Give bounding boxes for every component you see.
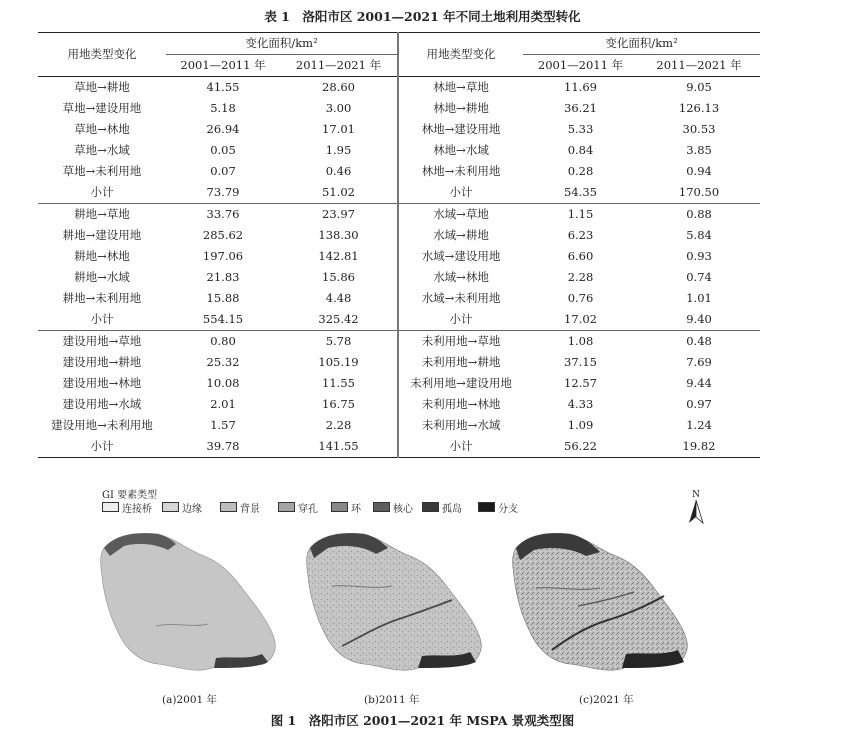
cell-value-2001-2011-right: 1.09 [567, 418, 594, 432]
cell-value-2001-2011-right: 11.69 [564, 80, 597, 94]
legend-item [373, 501, 413, 513]
cell-value-2011-2021-right: 0.97 [686, 397, 712, 411]
legend-label: 孤岛 [442, 503, 462, 515]
cell-type-left: 草地→耕地 [74, 80, 130, 94]
table-row [38, 394, 760, 415]
cell-value-2011-2021-right: 1.01 [686, 291, 712, 305]
legend-swatch [220, 502, 237, 512]
header-period2-right: 2011—2021 年 [638, 55, 760, 77]
cell-value-2001-2011-right: 0.84 [567, 143, 594, 157]
caption-c: (c)2021 年 [579, 694, 634, 706]
cell-value-2011-2021-right: 5.84 [686, 228, 712, 242]
cell-type-left: 耕地→草地 [74, 207, 130, 221]
caption-b: (b)2011 年 [364, 694, 420, 706]
cell-value-2001-2011-right: 6.60 [567, 249, 594, 263]
table-row [38, 140, 760, 161]
table-row [38, 119, 760, 140]
map-2011 [307, 533, 482, 670]
cell-type-left: 建设用地→草地 [62, 334, 142, 348]
cell-value-2011-2021-right: 9.44 [686, 376, 712, 390]
legend-label: 核心 [393, 503, 413, 515]
map-2001 [101, 533, 276, 670]
cell-value-2011-2021-left: 0.46 [325, 164, 352, 178]
cell-value-2001-2011-left: 197.06 [202, 249, 244, 263]
cell-value-2011-2021-right: 0.74 [686, 270, 712, 284]
legend-swatch [331, 502, 348, 512]
legend-label: 分支 [498, 503, 518, 515]
cell-type-right: 未利用地→水域 [398, 415, 523, 436]
cell-type-right: 小计 [398, 309, 523, 331]
cell-value-2011-2021-left: 142.81 [318, 249, 359, 263]
cell-value-2011-2021-right: 3.85 [686, 143, 712, 157]
cell-value-2001-2011-right: 56.22 [523, 436, 638, 458]
table-row [38, 98, 760, 119]
cell-value-2011-2021-left: 1.95 [325, 143, 352, 157]
legend-label: 连接桥 [122, 503, 152, 515]
cell-value-2001-2011-left: 41.55 [206, 80, 240, 94]
cell-type-left: 建设用地→林地 [62, 376, 142, 390]
legend-swatch [373, 502, 390, 512]
cell-value-2001-2011-left: 21.83 [206, 270, 240, 284]
legend-swatch [162, 502, 179, 512]
table-row [38, 415, 760, 436]
header-period2-left: 2011—2021 年 [280, 55, 398, 77]
cell-value-2001-2011-left: 2.01 [210, 397, 236, 411]
cell-value-2011-2021-left: 2.28 [325, 418, 352, 432]
table-row [38, 204, 760, 226]
cell-value-2001-2011-left: 0.07 [210, 164, 236, 178]
legend-swatch [422, 502, 439, 512]
cell-value-2011-2021-right: 9.05 [686, 80, 712, 94]
cell-type-right: 林地→建设用地 [398, 119, 523, 140]
table-row [38, 77, 760, 99]
cell-value-2001-2011-right: 0.28 [567, 164, 594, 178]
cell-value-2001-2011-right: 5.33 [567, 122, 594, 136]
legend-item [331, 501, 361, 513]
table-row [38, 246, 760, 267]
cell-type-left: 建设用地→耕地 [62, 355, 142, 369]
cell-value-2001-2011-right: 54.35 [523, 182, 638, 204]
table-row [38, 436, 760, 458]
cell-type-left: 建设用地→水域 [62, 397, 142, 411]
cell-value-2011-2021-left: 17.01 [322, 122, 355, 136]
cell-value-2011-2021-left: 4.48 [325, 291, 352, 305]
cell-value-2001-2011-left: 39.78 [166, 436, 280, 458]
cell-value-2011-2021-left: 325.42 [280, 309, 398, 331]
cell-value-2001-2011-right: 1.15 [567, 207, 594, 221]
header-period1-left: 2001—2011 年 [166, 55, 280, 77]
cell-value-2001-2011-left: 1.57 [210, 418, 236, 432]
table-row [38, 288, 760, 309]
cell-value-2011-2021-right: 30.53 [682, 122, 716, 136]
cell-value-2011-2021-left: 138.30 [318, 228, 359, 242]
cell-type-left: 耕地→水域 [74, 270, 130, 284]
cell-value-2001-2011-left: 26.94 [206, 122, 240, 136]
header-area-left: 变化面积/km² [166, 33, 398, 55]
table-row [38, 161, 760, 182]
cell-value-2001-2011-left: 0.05 [210, 143, 236, 157]
cell-value-2001-2011-left: 15.88 [206, 291, 240, 305]
header-type-left: 用地类型变化 [38, 33, 166, 77]
cell-type-right: 林地→水域 [398, 140, 523, 161]
cell-type-left: 草地→未利用地 [62, 164, 142, 178]
cell-type-right: 未利用地→建设用地 [398, 373, 523, 394]
cell-value-2001-2011-left: 554.15 [166, 309, 280, 331]
cell-type-right: 未利用地→耕地 [398, 352, 523, 373]
legend-item [422, 501, 462, 513]
cell-type-left: 小计 [38, 182, 166, 204]
cell-value-2011-2021-right: 126.13 [678, 101, 720, 115]
legend-swatch [478, 502, 495, 512]
legend-label: 穿孔 [298, 503, 318, 515]
cell-type-left: 草地→水域 [74, 143, 130, 157]
cell-value-2001-2011-left: 25.32 [206, 355, 240, 369]
cell-type-right: 林地→耕地 [398, 98, 523, 119]
map-2021 [513, 533, 688, 670]
cell-type-right: 水域→建设用地 [398, 246, 523, 267]
cell-value-2011-2021-right: 0.93 [686, 249, 712, 263]
table-row [38, 352, 760, 373]
cell-value-2001-2011-left: 0.80 [210, 334, 236, 348]
legend-label: 边缘 [182, 503, 202, 515]
cell-value-2011-2021-right: 170.50 [638, 182, 760, 204]
cell-value-2011-2021-left: 51.02 [280, 182, 398, 204]
cell-value-2011-2021-right: 1.24 [686, 418, 712, 432]
table-row [38, 373, 760, 394]
cell-value-2011-2021-left: 105.19 [318, 355, 359, 369]
cell-value-2011-2021-right: 7.69 [686, 355, 712, 369]
legend-swatch [102, 502, 119, 512]
cell-value-2011-2021-left: 23.97 [322, 207, 355, 221]
legend-item [220, 501, 260, 513]
header-period1-right: 2001—2011 年 [523, 55, 638, 77]
cell-type-left: 草地→林地 [74, 122, 130, 136]
cell-value-2001-2011-right: 37.15 [564, 355, 597, 369]
cell-type-left: 建设用地→未利用地 [51, 418, 153, 432]
cell-value-2011-2021-left: 28.60 [322, 80, 355, 94]
cell-type-right: 水域→耕地 [398, 225, 523, 246]
cell-value-2001-2011-left: 73.79 [166, 182, 280, 204]
land-use-transfer-table [38, 32, 760, 458]
cell-value-2001-2011-left: 33.76 [206, 207, 240, 221]
cell-type-left: 小计 [38, 309, 166, 331]
cell-value-2001-2011-right: 4.33 [567, 397, 594, 411]
cell-value-2001-2011-right: 0.76 [567, 291, 594, 305]
table-row [38, 182, 760, 204]
cell-value-2001-2011-right: 17.02 [523, 309, 638, 331]
cell-value-2011-2021-right: 19.82 [638, 436, 760, 458]
table-row [38, 331, 760, 353]
cell-type-left: 小计 [38, 436, 166, 458]
legend-item [162, 501, 202, 513]
cell-value-2001-2011-right: 6.23 [567, 228, 594, 242]
legend-item [478, 501, 518, 513]
mspa-maps [90, 520, 710, 690]
cell-value-2011-2021-left: 3.00 [325, 101, 352, 115]
cell-type-right: 林地→未利用地 [398, 161, 523, 182]
header-type-right: 用地类型变化 [398, 33, 523, 77]
cell-value-2001-2011-left: 285.62 [202, 228, 244, 242]
cell-value-2011-2021-right: 0.48 [686, 334, 712, 348]
cell-type-right: 未利用地→林地 [398, 394, 523, 415]
cell-type-left: 耕地→建设用地 [62, 228, 142, 242]
table-row [38, 309, 760, 331]
cell-type-left: 耕地→林地 [74, 249, 130, 263]
cell-value-2001-2011-right: 12.57 [564, 376, 597, 390]
legend-label: 环 [351, 503, 361, 515]
table-row [38, 225, 760, 246]
cell-type-right: 小计 [398, 182, 523, 204]
cell-value-2011-2021-right: 9.40 [638, 309, 760, 331]
cell-value-2001-2011-right: 36.21 [564, 101, 597, 115]
header-area-right: 变化面积/km² [523, 33, 760, 55]
table-title: 表 1 洛阳市区 2001—2021 年不同土地利用类型转化 [264, 9, 581, 24]
cell-type-right: 未利用地→草地 [398, 331, 523, 353]
cell-value-2011-2021-right: 0.88 [686, 207, 712, 221]
table-row [38, 267, 760, 288]
cell-type-right: 小计 [398, 436, 523, 458]
cell-type-right: 水域→草地 [398, 204, 523, 226]
legend-title: GI 要素类型 [102, 490, 158, 501]
cell-type-left: 耕地→未利用地 [62, 291, 142, 305]
cell-value-2011-2021-left: 11.55 [322, 376, 355, 390]
legend-label: 背景 [240, 503, 260, 515]
cell-value-2001-2011-right: 2.28 [567, 270, 594, 284]
cell-value-2011-2021-left: 16.75 [322, 397, 355, 411]
cell-value-2011-2021-left: 141.55 [280, 436, 398, 458]
figure-title: 图 1 洛阳市区 2001—2021 年 MSPA 景观类型图 [270, 713, 575, 728]
cell-type-right: 林地→草地 [398, 77, 523, 99]
cell-type-right: 水域→林地 [398, 267, 523, 288]
north-label: N [692, 490, 700, 500]
cell-value-2011-2021-right: 0.94 [686, 164, 712, 178]
cell-type-left: 草地→建设用地 [62, 101, 142, 115]
cell-type-right: 水域→未利用地 [398, 288, 523, 309]
caption-a: (a)2001 年 [162, 694, 218, 706]
legend-item [102, 501, 152, 513]
cell-value-2011-2021-left: 15.86 [322, 270, 355, 284]
legend-item [278, 501, 318, 513]
legend-swatch [278, 502, 295, 512]
cell-value-2001-2011-right: 1.08 [567, 334, 594, 348]
table-body [38, 77, 760, 458]
cell-value-2011-2021-left: 5.78 [325, 334, 352, 348]
cell-value-2001-2011-left: 5.18 [210, 101, 236, 115]
cell-value-2001-2011-left: 10.08 [206, 376, 240, 390]
